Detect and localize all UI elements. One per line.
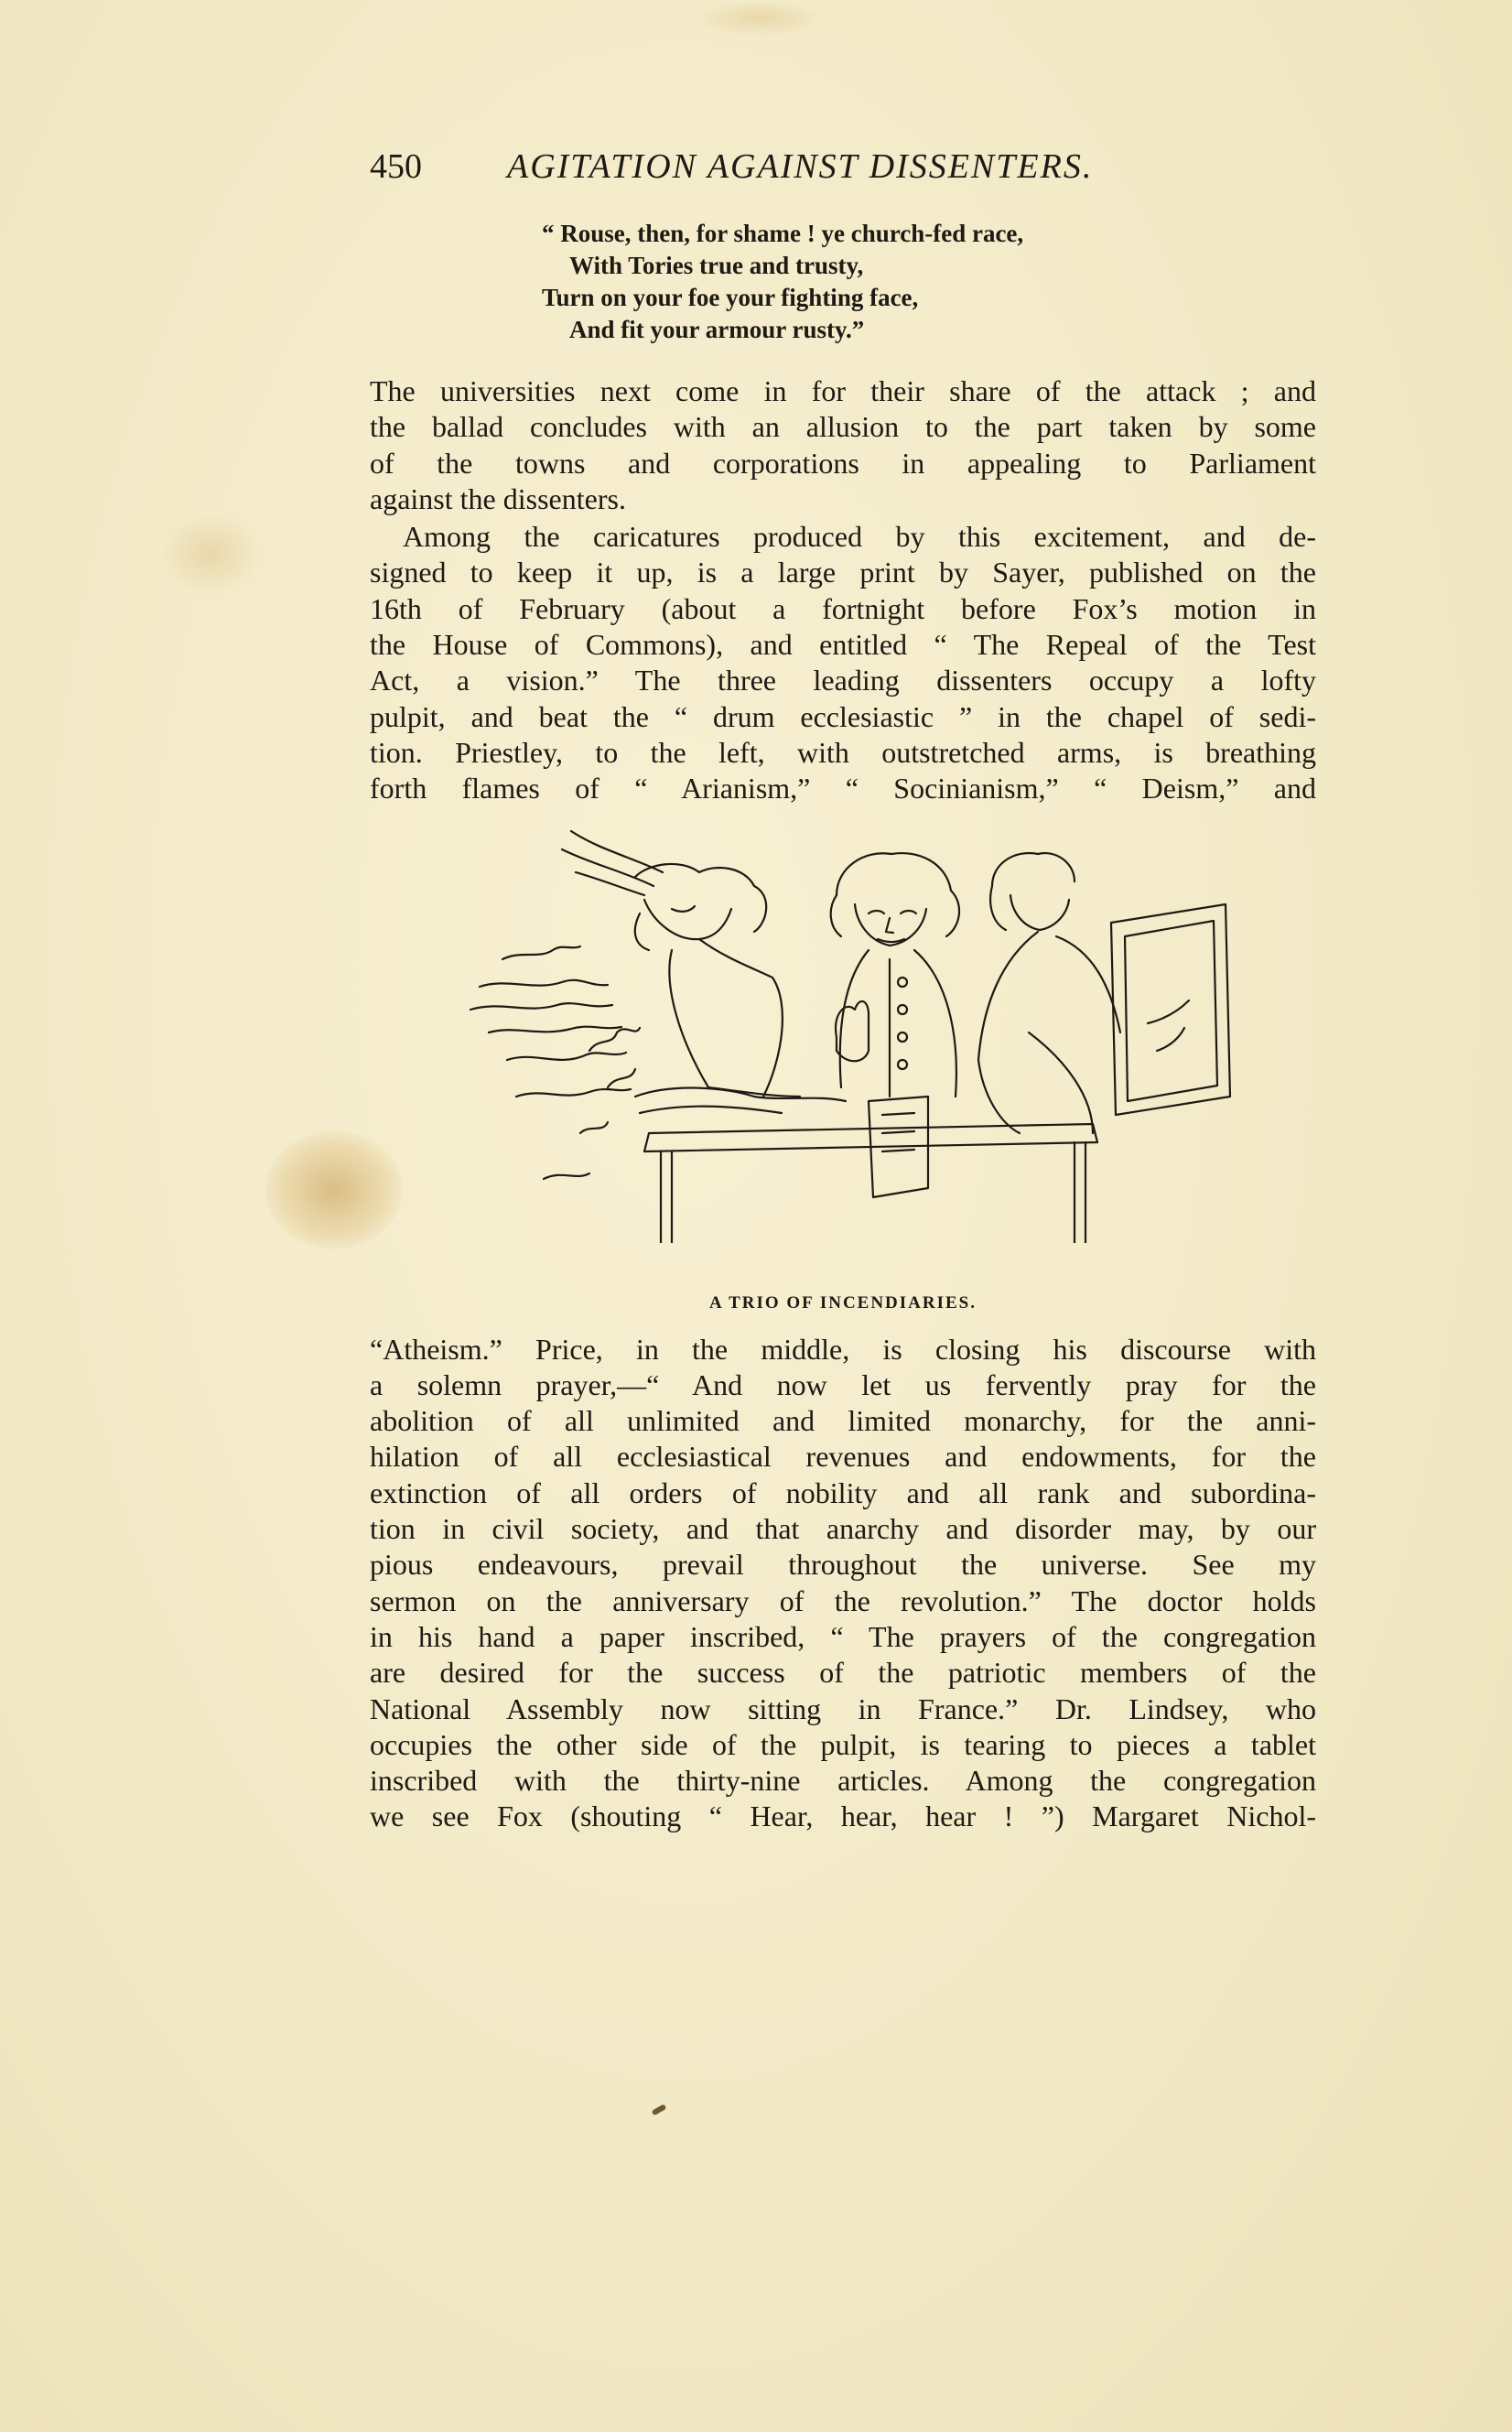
text-line: a solemn prayer,—“ And now let us fervently pray for the bbox=[370, 1367, 1316, 1401]
verse-line: And fit your armour rusty.” bbox=[569, 316, 865, 343]
text-line: extinction of all orders of nobility and all rank and subordina- bbox=[370, 1475, 1316, 1509]
flames-drawing bbox=[470, 946, 640, 1179]
text-line: forth flames of “ Arianism,” “ Socinianism,” “ Deism,” and bbox=[370, 772, 1316, 805]
book-page bbox=[370, 146, 1316, 1835]
ballad-verse bbox=[542, 218, 1316, 346]
caricature-engraving bbox=[452, 822, 1239, 1243]
text-line: abolition of all unlimited and limited monarchy, for the anni- bbox=[370, 1404, 1316, 1438]
text-line: are desired for the success of the patriotic members of the bbox=[370, 1656, 1316, 1690]
tablet-drawing bbox=[1111, 904, 1230, 1115]
text-line: The universities next come in for their share of the attack ; and bbox=[370, 374, 1316, 407]
text-line: Act, a vision.” The three leading dissenters occupy a lofty bbox=[370, 664, 1316, 697]
text-line: Among the caricatures produced by this excitement, and de- bbox=[403, 520, 1316, 554]
verse-line: Turn on your foe your fighting face, bbox=[542, 284, 919, 311]
verse-line: With Tories true and trusty, bbox=[569, 252, 864, 279]
text-line: pious endeavours, prevail throughout the universe. See my bbox=[370, 1548, 1316, 1582]
text-line: National Assembly now sitting in France.” Dr. Lindsey, who bbox=[370, 1692, 1316, 1725]
text-line: pulpit, and beat the “ drum ecclesiastic ” in the chapel of sedi- bbox=[370, 699, 1316, 733]
text-line: hilation of all ecclesiastical revenues and endowments, for the bbox=[370, 1440, 1316, 1474]
text-line: the ballad concludes with an allusion to the part taken by some bbox=[370, 410, 1316, 444]
ink-speck bbox=[652, 2103, 667, 2115]
text-line: the House of Commons), and entitled “ The Repeal of the Test bbox=[370, 628, 1316, 662]
paper-stain bbox=[696, 0, 824, 37]
text-line: tion. Priestley, to the left, with outstretched arms, is breathing bbox=[370, 735, 1316, 769]
text-line: we see Fox (shouting “ Hear, hear, hear ! ”) Margaret Nichol- bbox=[370, 1800, 1316, 1833]
lindsey-figure bbox=[978, 853, 1120, 1133]
running-head: AGITATION AGAINST DISSENTERS. bbox=[507, 147, 1094, 186]
text-line: against the dissenters. bbox=[370, 481, 626, 515]
text-line: signed to keep it up, is a large print by Sayer, published on the bbox=[370, 556, 1316, 589]
verse-line: “ Rouse, then, for shame ! ye church-fed race, bbox=[542, 220, 1024, 247]
text-line: occupies the other side of the pulpit, is tearing to pieces a tablet bbox=[370, 1727, 1316, 1761]
text-line: of the towns and corporations in appealing to Parliament bbox=[370, 446, 1316, 480]
text-line: 16th of February (about a fortnight before Fox’s motion in bbox=[370, 591, 1316, 625]
paragraph bbox=[370, 373, 1316, 517]
text-line: in his hand a paper inscribed, “ The prayers of the congregation bbox=[370, 1619, 1316, 1653]
text-line: sermon on the anniversary of the revolution.” The doctor holds bbox=[370, 1584, 1316, 1617]
paragraph bbox=[370, 519, 1316, 806]
text-line: inscribed with the thirty-nine articles. Among the congregation bbox=[370, 1764, 1316, 1798]
paper-stain bbox=[160, 513, 261, 595]
paragraph bbox=[370, 1332, 1316, 1835]
text-line: tion in civil society, and that anarchy and disorder may, by our bbox=[370, 1512, 1316, 1546]
figure-caption: A TRIO OF INCENDIARIES. bbox=[709, 1292, 977, 1313]
text-line: “Atheism.” Price, in the middle, is closing his discourse with bbox=[370, 1332, 1316, 1366]
priestley-figure bbox=[562, 831, 800, 1097]
page-header bbox=[370, 146, 1316, 211]
illustration bbox=[370, 822, 1316, 1293]
pulpit-drawing bbox=[635, 1087, 1097, 1242]
page-number: 450 bbox=[370, 147, 422, 186]
